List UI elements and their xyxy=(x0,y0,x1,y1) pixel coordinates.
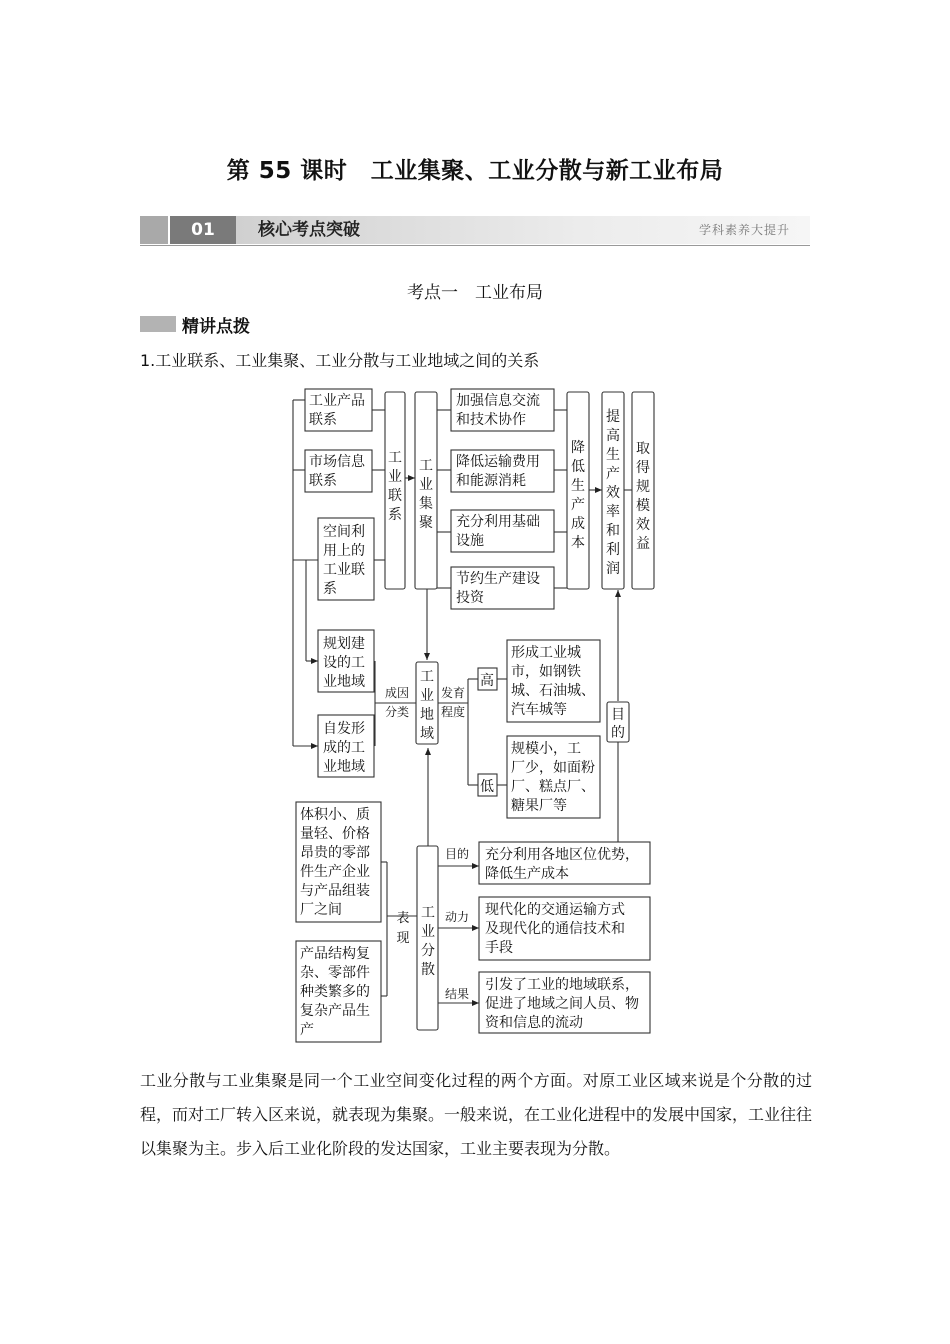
banner-number: 01 xyxy=(170,216,236,244)
box-industrial-city: 形成工业城市，如钢铁城、石油城、汽车城等 xyxy=(511,645,595,718)
heading-relationship: 1.工业联系、工业集聚、工业分散与工业地域之间的关系 xyxy=(140,351,540,370)
label-manifestation: 表现 xyxy=(396,911,410,946)
col-agglomeration: 工业集聚 xyxy=(419,458,433,531)
section-banner xyxy=(140,214,810,246)
subheading-text: 精讲点拨 xyxy=(182,317,250,337)
box-info-exchange: 加强信息交流和技术协作 xyxy=(456,393,540,428)
label-power: 动力 xyxy=(445,910,470,924)
label-high: 高 xyxy=(480,673,494,689)
col-industrial-region: 工业地域 xyxy=(420,669,434,742)
label-low: 低 xyxy=(480,779,494,795)
banner-left-block xyxy=(140,216,168,244)
col-efficiency: 提高生产效率和利润 xyxy=(606,409,620,577)
box-transport-cost: 降低运输费用和能源消耗 xyxy=(456,454,540,489)
box-goal: 充分利用各地区位优势，降低生产成本 xyxy=(485,847,639,882)
box-market-link: 市场信息联系 xyxy=(309,454,365,489)
label-goal: 目的 xyxy=(445,847,470,861)
box-product-link: 工业产品联系 xyxy=(309,393,365,428)
label-cause-class: 成因分类 xyxy=(385,686,410,719)
box-small-scale: 规模小，工厂少，如面粉厂、糕点厂、糖果厂等 xyxy=(511,741,595,814)
box-investment: 节约生产建设投资 xyxy=(456,571,540,606)
box-parts-assembly: 体积小、质量轻、价格昂贵的零部件生产企业与产品组装厂之间 xyxy=(300,807,370,918)
box-spontaneous-region: 自发形成的工业地域 xyxy=(323,721,365,775)
box-power: 现代化的交通运输方式及现代化的通信技术和手段 xyxy=(485,902,625,956)
relationship-diagram xyxy=(286,382,686,1044)
col-industrial-link: 工业联系 xyxy=(388,450,402,523)
section-title: 考点一 工业布局 xyxy=(407,283,543,303)
banner-right-text: 学科素养大提升 xyxy=(698,223,790,237)
box-complex-products: 产品结构复杂、零部件种类繁多的复杂产品生产 xyxy=(300,946,370,1038)
banner-rule xyxy=(140,245,810,246)
box-infrastructure: 充分利用基础设施 xyxy=(456,514,540,549)
body-paragraph: 工业分散与工业集聚是同一个工业空间变化过程的两个方面。对原工业区域来说是个分散的过程，而对工厂转入区来说，就表现为集聚。一般来说，在工业化进程中的发展中国家，工业往往以集聚为主。步入后工业化阶段的发达国家，工业主要表现为分散。 xyxy=(140,1071,813,1158)
col-scale-benefit: 取得规模效益 xyxy=(636,441,650,552)
col-purpose: 目的 xyxy=(611,707,625,741)
col-reduce-cost: 降低生产成本 xyxy=(571,440,585,551)
page-title: 第 55 课时 工业集聚、工业分散与新工业布局 xyxy=(226,158,724,184)
label-development-degree: 发育程度 xyxy=(441,686,466,719)
banner-label: 核心考点突破 xyxy=(258,220,360,240)
col-dispersion: 工业分散 xyxy=(421,905,435,978)
label-result: 结果 xyxy=(445,987,470,1001)
box-planned-region: 规划建设的工业地域 xyxy=(323,636,365,690)
subheading-marker xyxy=(140,316,176,332)
box-space-link: 空间利用上的工业联系 xyxy=(323,524,365,597)
box-result: 引发了工业的地域联系，促进了地域之间人员、物资和信息的流动 xyxy=(485,977,639,1031)
